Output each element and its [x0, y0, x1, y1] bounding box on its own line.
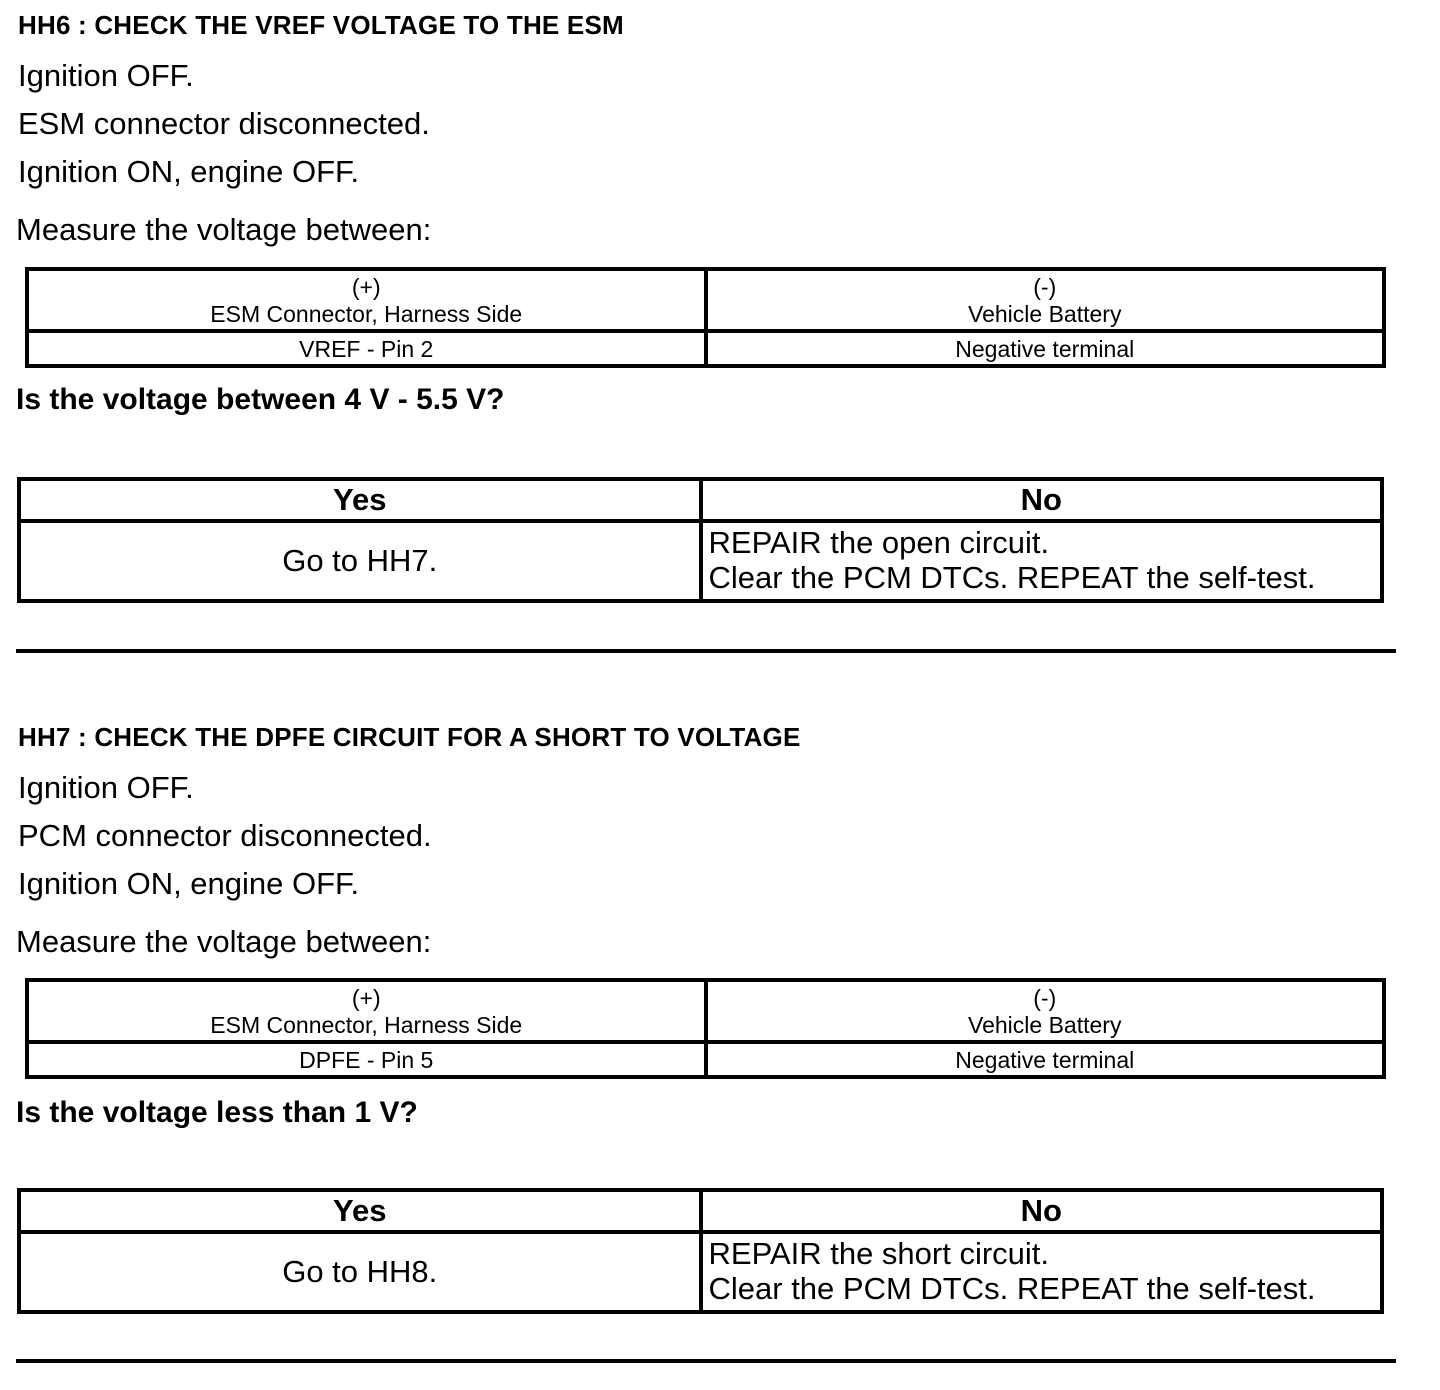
condition-line: Ignition ON, engine OFF.: [18, 866, 360, 901]
negative-probe-label: Vehicle Battery: [968, 301, 1122, 327]
negative-probe-header: [706, 269, 1385, 331]
negative-probe-label: Vehicle Battery: [968, 1012, 1122, 1038]
yes-header: Yes: [19, 479, 701, 521]
condition-line: Ignition ON, engine OFF.: [18, 154, 360, 189]
positive-probe-value: VREF - Pin 2: [27, 331, 706, 366]
positive-symbol: (+): [351, 274, 381, 300]
yes-no-table: [17, 1188, 1384, 1314]
positive-probe-header: [27, 980, 706, 1042]
measurement-table: [25, 267, 1386, 368]
condition-line: PCM connector disconnected.: [18, 818, 432, 853]
measure-label: Measure the voltage between:: [16, 924, 432, 959]
negative-probe-value: Negative terminal: [706, 331, 1385, 366]
no-action-line: REPAIR the short circuit.: [708, 1236, 1050, 1271]
no-action: [701, 1232, 1383, 1312]
question: Is the voltage between 4 V - 5.5 V?: [16, 383, 505, 416]
no-header: No: [701, 479, 1383, 521]
no-action: [701, 521, 1383, 601]
condition-line: ESM connector disconnected.: [18, 106, 430, 141]
question: Is the voltage less than 1 V?: [16, 1096, 418, 1129]
no-action-line: REPAIR the open circuit.: [708, 525, 1050, 560]
yes-action: Go to HH7.: [19, 521, 701, 601]
step-title: HH7 : CHECK THE DPFE CIRCUIT FOR A SHORT TO VOLTAGE: [18, 722, 801, 752]
section-divider: [16, 649, 1396, 653]
positive-symbol: (+): [351, 985, 381, 1011]
yes-no-table: [17, 477, 1384, 603]
measure-label: Measure the voltage between:: [16, 212, 432, 247]
positive-probe-label: ESM Connector, Harness Side: [210, 301, 523, 327]
negative-probe-header: [706, 980, 1385, 1042]
positive-probe-label: ESM Connector, Harness Side: [210, 1012, 523, 1038]
section-divider: [16, 1359, 1396, 1363]
negative-probe-value: Negative terminal: [706, 1042, 1385, 1077]
no-action-line: Clear the PCM DTCs. REPEAT the self-test.: [708, 1271, 1316, 1306]
negative-symbol: (-): [1033, 274, 1057, 300]
yes-header: Yes: [19, 1190, 701, 1232]
positive-probe-header: [27, 269, 706, 331]
condition-line: Ignition OFF.: [18, 770, 194, 805]
step-title: HH6 : CHECK THE VREF VOLTAGE TO THE ESM: [18, 10, 624, 40]
no-header: No: [701, 1190, 1383, 1232]
no-action-line: Clear the PCM DTCs. REPEAT the self-test.: [708, 560, 1316, 595]
yes-action: Go to HH8.: [19, 1232, 701, 1312]
condition-line: Ignition OFF.: [18, 58, 194, 93]
negative-symbol: (-): [1033, 985, 1057, 1011]
positive-probe-value: DPFE - Pin 5: [27, 1042, 706, 1077]
measurement-table: [25, 978, 1386, 1079]
